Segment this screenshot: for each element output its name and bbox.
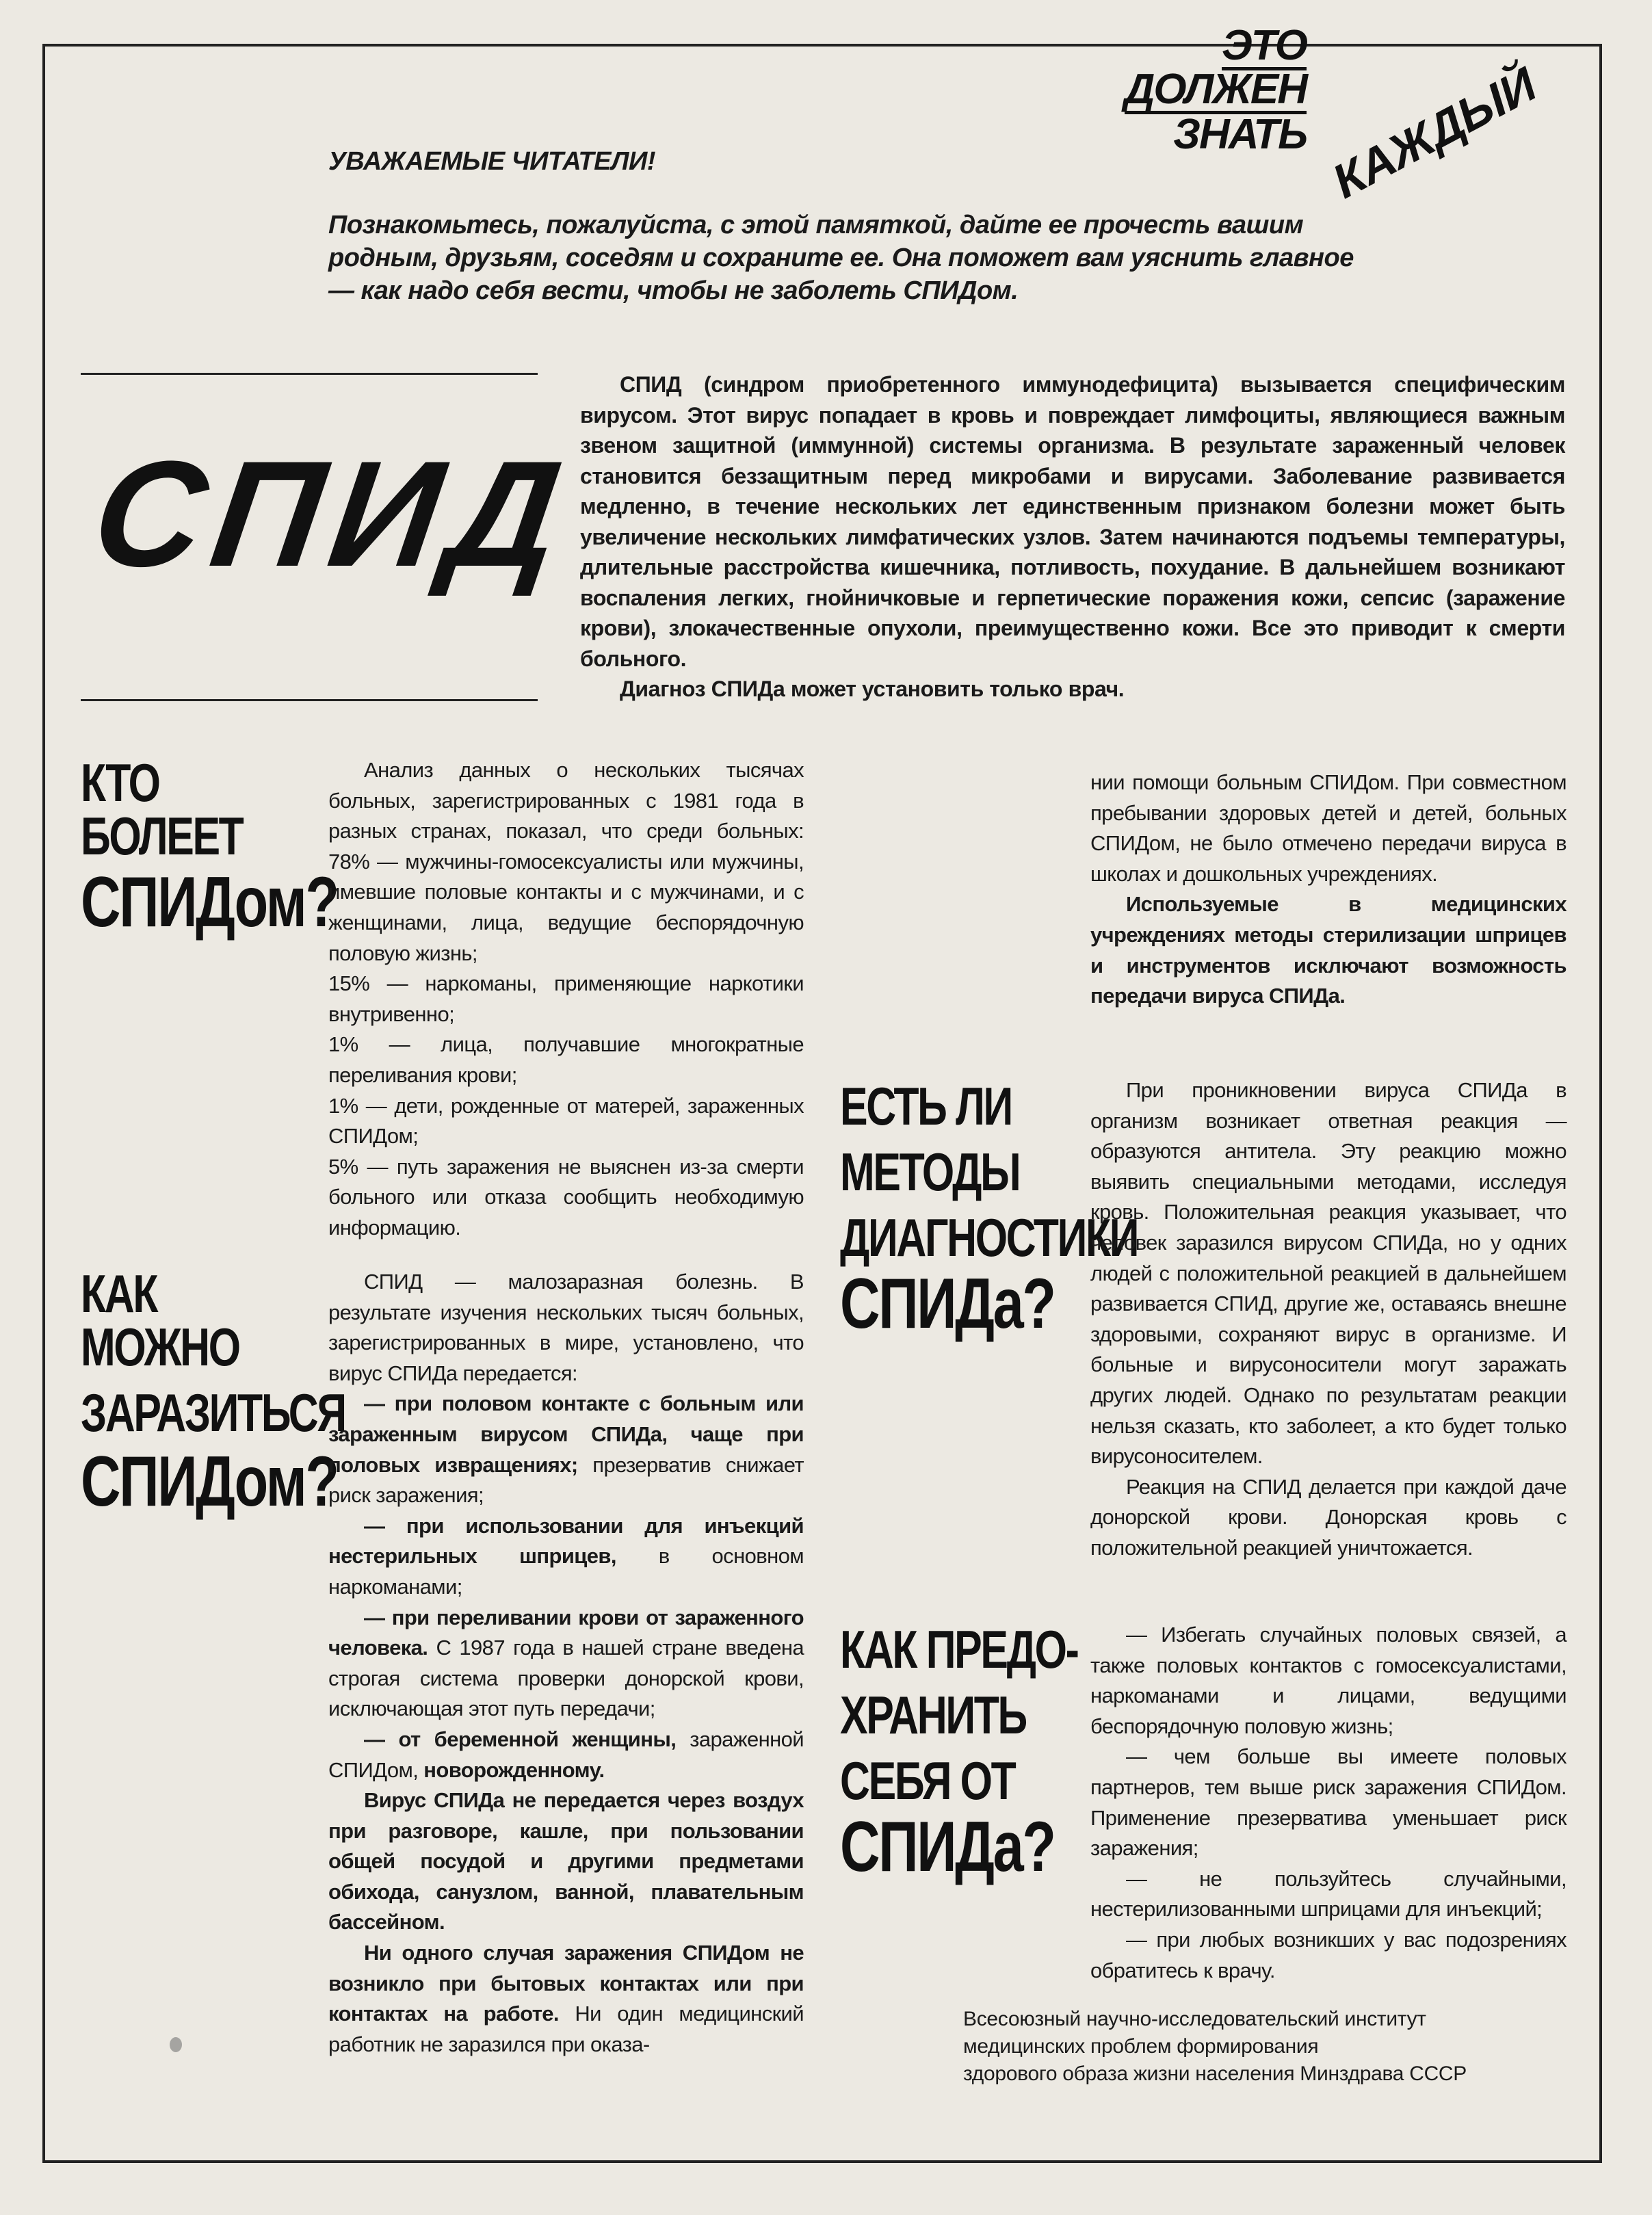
heading-protect-line-4: СПИДа? xyxy=(840,1807,1055,1887)
heading-how xyxy=(81,1263,345,1521)
heading-how-line-2: ЗАРАЗИТЬСЯ xyxy=(81,1382,345,1443)
institute-credit xyxy=(963,2006,1467,2088)
intro-heading: УВАЖАЕМЫЕ ЧИТАТЕЛИ! xyxy=(328,147,655,176)
lead-diagnosis: Диагноз СПИДа может установить только врач. xyxy=(620,677,1125,701)
heading-how-line-3: СПИДом? xyxy=(81,1442,338,1521)
heading-diag-line-1: ЕСТЬ ЛИ xyxy=(840,1076,1012,1136)
heading-who xyxy=(81,752,338,942)
heading-diag xyxy=(840,1076,1138,1344)
protect-paragraph-3: — не пользуйтесь случайными, нестерилизованными шприцами для инъекций; xyxy=(1090,1866,1566,1922)
heading-diag-line-3: ДИАГНОСТИКИ xyxy=(840,1207,1138,1268)
print-smudge xyxy=(170,2037,182,2052)
how-paragraph-3 xyxy=(328,1511,804,1603)
intro-body: Познакомьтесь, пожалуйста, с этой памяткой, дайте ее прочесть вашим родным, друзьям, соседям и сохраните ее. Она поможет вам уяснить главное — как надо себя вести, чтобы не заболеть СПИДом. xyxy=(328,211,1354,305)
credit-line-3: здорового образа жизни населения Минздрава СССР xyxy=(963,2062,1467,2085)
credit-line-2: медицинских проблем формирования xyxy=(963,2035,1319,2058)
who-paragraph-3: 1% — лица, получавшие многократные переливания крови; xyxy=(328,1032,804,1087)
diag-paragraph-1: При проникновении вируса СПИДа в организм возникает ответная реакция — образуются антитела. Эту реакцию можно выявить специальными методами, исследуя кровь. Положительная реакция указывает, что человек заразился вирусом СПИДа, но у одних людей с положительной реакцией в дальнейшем развивается СПИД, другие же, оставаясь внешне здоровыми, сохраняют вирус в организме. И больные и вирусоносители могут заражать других людей. Однако по результатам реакции нельзя сказать, кто заболеет, а кто будет только вирусоносителем. xyxy=(1090,1078,1566,1469)
how-paragraph-1: СПИД — малозаразная болезнь. В результате изучения нескольких тысяч больных, зарегистрированных в мире, установлено, что вирус СПИДа передается: xyxy=(328,1270,804,1385)
heading-diag-line-2: МЕТОДЫ xyxy=(840,1142,1020,1202)
stamp-logo xyxy=(1094,21,1545,209)
cont-paragraph-1: нии помощи больным СПИДом. При совместном пребывании здоровых детей и детей, больных СПИДом, не было отмечено передачи вируса в школах и дошкольных учреждениях. xyxy=(1090,770,1566,886)
how-paragraph-2-bold: — при половом контакте с больным или зараженным вирусом СПИДа, чаще при половых извращениях; xyxy=(328,1391,804,1477)
stamp-line-4: КАЖДЫЙ xyxy=(1324,57,1545,209)
stamp-line-1: ЭТО xyxy=(1222,22,1307,69)
cont-paragraph-2-bold: Используемые в медицинских учреждениях методы стерилизации шприцев и инструментов исключают возможность передачи вируса СПИДа. xyxy=(1090,892,1566,1008)
heading-diag-line-4: СПИДа? xyxy=(840,1264,1055,1344)
who-paragraph-4: 1% — дети, рожденные от матерей, зараженных СПИДом; xyxy=(328,1093,804,1149)
column-how xyxy=(328,1267,804,2060)
credit-line-1: Всесоюзный научно-исследовательский институт xyxy=(963,2008,1426,2030)
how-paragraph-2 xyxy=(328,1389,804,1510)
how-paragraph-7-bold: Ни одного случая заражения СПИДом не возникло при бытовых контактах или при контактах на работе. xyxy=(328,1941,804,2026)
how-paragraph-5-bold-2: новорожденному. xyxy=(418,1757,605,1782)
lead-paragraph: СПИД (синдром приобретенного иммунодефицита) вызывается специфическим вирусом. Этот вирус попадает в кровь и повреждает лимфоциты, являющиеся важным звеном защитной (иммунной) системы организма. В результате зараженный человек становится беззащитным перед микробами и вирусами. Заболевание развивается медленно, в течение нескольких лет единственным признаком болезни может быть увеличение нескольких лимфатических узлов. Затем начинаются подъемы температуры, длительные расстройства кишечника, потливость, похудание. В дальнейшем возникают воспаления легких, гнойничковые и герпетические поражения кожи, сепсис (заражение крови), злокачественные опухоли, преимущественно кожи. Все это приводит к смерти больного. xyxy=(580,372,1565,671)
cont-paragraph-2 xyxy=(1090,889,1566,1011)
heading-how-line-1: КАК МОЖНО xyxy=(81,1263,239,1377)
heading-who-line-1: КТО БОЛЕЕТ xyxy=(81,752,243,866)
how-paragraph-5 xyxy=(328,1725,804,1785)
column-continued xyxy=(1090,768,1566,1012)
rule-top xyxy=(81,373,538,375)
how-paragraph-5-text: зараженной СПИДом, xyxy=(328,1727,804,1782)
heading-protect-line-2: ХРАНИТЬ xyxy=(840,1685,1026,1745)
lead-text xyxy=(580,369,1565,705)
how-paragraph-2-text: презерватив снижает риск заражения; xyxy=(328,1452,804,1508)
heading-who-line-2: СПИДом? xyxy=(81,863,338,942)
how-paragraph-4-bold: — при переливании крови от зараженного человека. xyxy=(328,1605,804,1660)
page-title: СПИД xyxy=(83,430,580,598)
how-paragraph-3-text: в основном наркоманами; xyxy=(328,1544,804,1599)
column-who xyxy=(328,755,804,1244)
protect-paragraph-1: — Избегать случайных половых связей, а также половых контактов с гомосексуалистами, наркоманами и лицами, ведущими беспорядочную половую жизнь; xyxy=(1090,1623,1566,1738)
how-paragraph-7 xyxy=(328,1938,804,2060)
protect-paragraph-4: — при любых возникших у вас подозрениях обратитесь к врачу. xyxy=(1090,1927,1566,1982)
stamp-line-2: ДОЛЖЕН xyxy=(1124,66,1307,113)
diag-paragraph-2: Реакция на СПИД делается при каждой даче донорской крови. Донорская кровь с положительной реакцией уничтожается. xyxy=(1090,1474,1566,1560)
who-paragraph-1: Анализ данных о нескольких тысячах больных, зарегистрированных с 1981 года в разных странах, показал, что среди больных: 78% — мужчины-гомосексуалисты или мужчины, имевшие половые контакты и с мужчинами, и с женщинами, лица, ведущие беспорядочную половую жизнь; xyxy=(328,758,804,965)
how-paragraph-6 xyxy=(328,1785,804,1938)
rule-bottom xyxy=(81,699,538,701)
how-paragraph-6-bold: Вирус СПИДа не передается через воздух при разговоре, кашле, при пользовании общей посудой и другими предметами обихода, санузлом, ванной, плавательным бассейном. xyxy=(328,1788,804,1935)
who-paragraph-5: 5% — путь заражения не выяснен из-за смерти больного или отказа сообщить необходимую информацию. xyxy=(328,1154,804,1240)
how-paragraph-7-text: Ни один медицинский работник не заразился при оказа- xyxy=(328,2002,804,2056)
heading-protect-line-3: СЕБЯ ОТ xyxy=(840,1751,1015,1811)
heading-protect xyxy=(840,1619,1086,1887)
stamp-line-3: ЗНАТЬ xyxy=(1173,111,1307,158)
protect-paragraph-2: — чем больше вы имеете половых партнеров, тем выше риск заражения СПИДом. Применение презерватива уменьшает риск заражения; xyxy=(1090,1744,1566,1861)
column-protect xyxy=(1090,1620,1566,1986)
heading-protect-line-1: КАК ПРЕДО- xyxy=(840,1619,1078,1679)
how-paragraph-4-text: С 1987 года в нашей стране введена строгая система проверки донорской крови, исключающая этот путь передачи; xyxy=(328,1636,804,1721)
how-paragraph-5-bold: — от беременной женщины, xyxy=(364,1727,677,1751)
how-paragraph-4 xyxy=(328,1603,804,1725)
who-paragraph-2: 15% — наркоманы, применяющие наркотики внутривенно; xyxy=(328,971,804,1026)
how-paragraph-3-bold: — при использовании для инъекций нестерильных шприцев, xyxy=(328,1513,804,1569)
column-diag xyxy=(1090,1075,1566,1564)
